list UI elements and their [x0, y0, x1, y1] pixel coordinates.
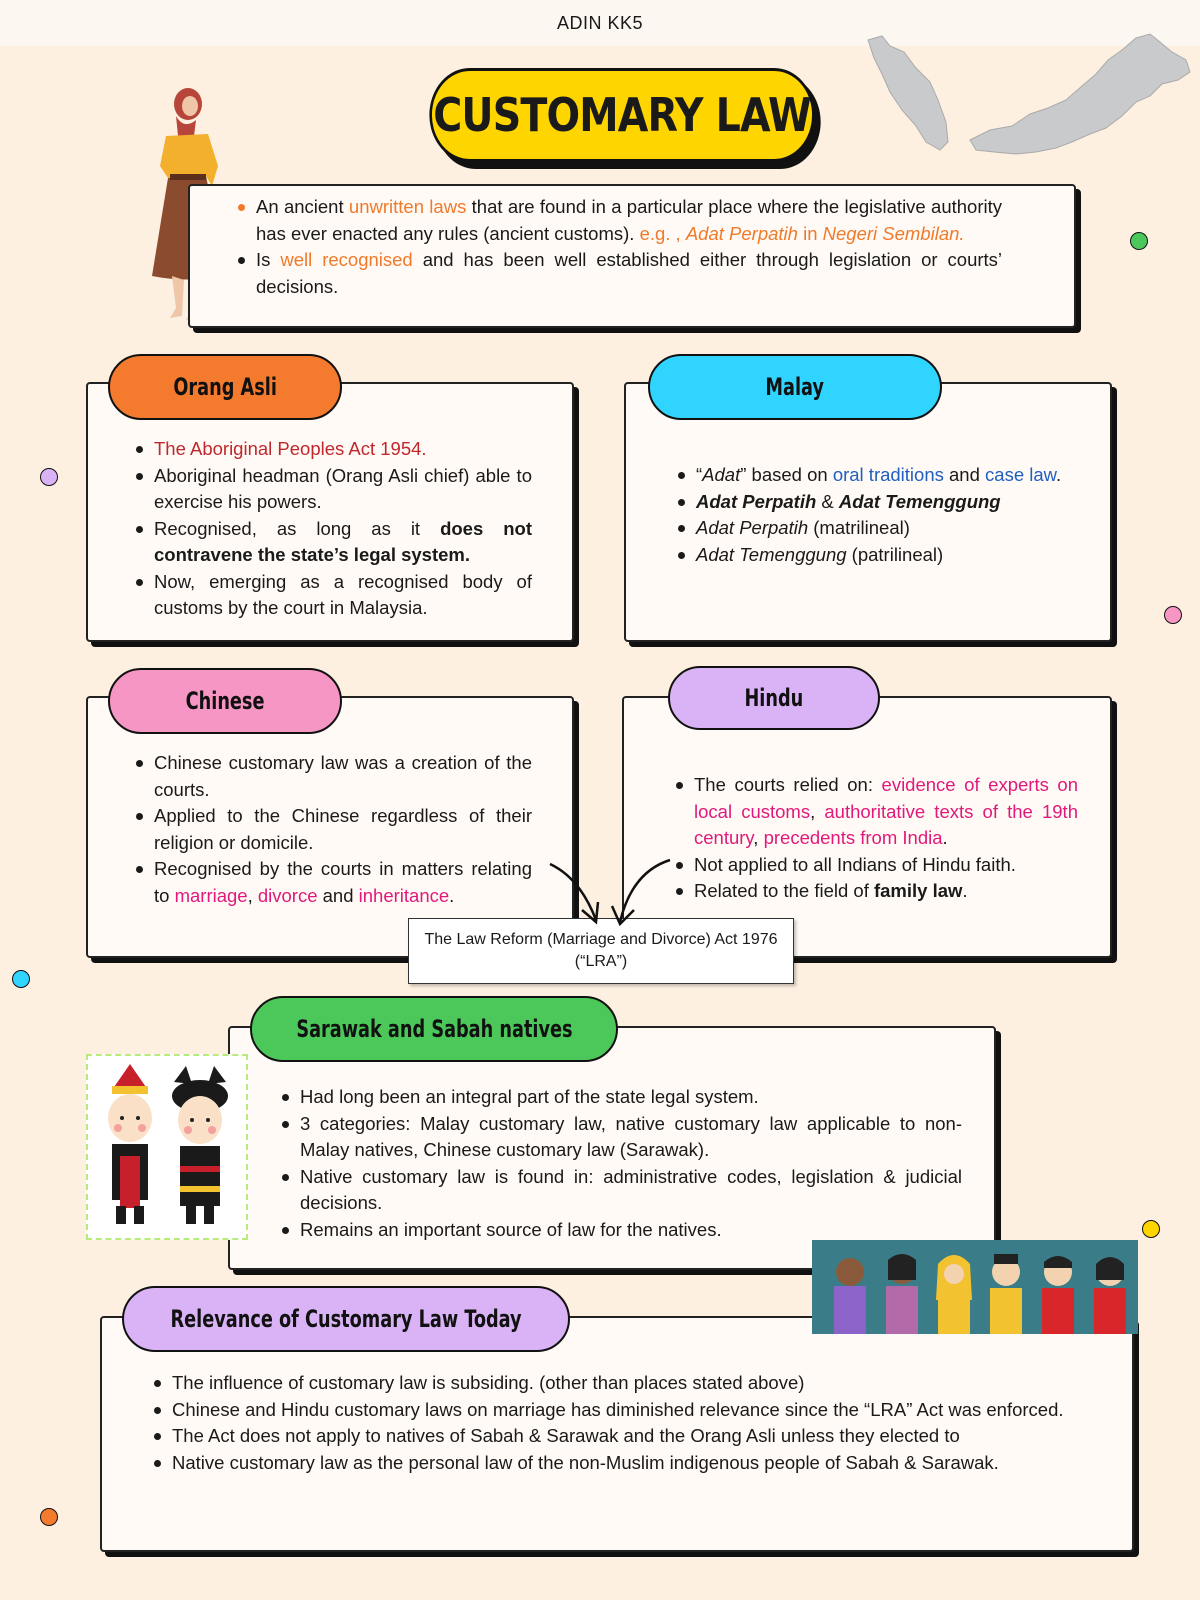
orang-asli-bullet-3: Recognised, as long as it does not contravene the state’s legal system.: [136, 516, 532, 569]
malaysia-map-icon: [860, 30, 1200, 165]
hindu-bullet-3: Related to the field of family law.: [676, 878, 1078, 905]
page-title: CUSTOMARY LAW: [429, 68, 814, 162]
orang-asli-heading: Orang Asli: [108, 354, 342, 420]
malaysian-people-illustration: [812, 1240, 1138, 1334]
relevance-heading: Relevance of Customary Law Today: [122, 1286, 570, 1352]
relevance-bullet-2: Chinese and Hindu customary laws on marriage has diminished relevance since the “LRA” Act was enforced.: [154, 1397, 1104, 1424]
hindu-heading: Hindu: [668, 666, 880, 730]
malay-bullet-3: Adat Perpatih (matrilineal): [678, 515, 1078, 542]
malay-bullet-1: “Adat” based on oral traditions and case law.: [678, 462, 1078, 489]
orang-asli-bullet-4: Now, emerging as a recognised body of customs by the court in Malaysia.: [136, 569, 532, 622]
sarawak-bullet-3: Native customary law is found in: administrative codes, legislation & judicial decisions.: [282, 1164, 962, 1217]
relevance-bullet-3: The Act does not apply to natives of Sabah & Sarawak and the Orang Asli unless they elected to: [154, 1423, 1104, 1450]
malay-card: [624, 382, 1112, 642]
sarawak-sabah-card: [228, 1026, 996, 1270]
author-label: ADIN KK5: [556, 12, 644, 33]
orang-asli-card: [86, 382, 574, 642]
decor-dot-pink: [1164, 606, 1182, 624]
native-couple-icon: [88, 1056, 246, 1238]
people-group-icon: [812, 1240, 1138, 1334]
hindu-bullet-1: The courts relied on: evidence of experts on local customs, authoritative texts of the 19th century, precedents from India.: [676, 772, 1078, 852]
orang-asli-bullet-1: The Aboriginal Peoples Act 1954.: [136, 436, 532, 463]
decor-dot-blue: [12, 970, 30, 988]
malay-bullet-2: Adat Perpatih & Adat Temenggung: [678, 489, 1078, 516]
hindu-bullet-2: Not applied to all Indians of Hindu faith.: [676, 852, 1078, 879]
decor-dot-orange: [40, 1508, 58, 1526]
native-couple-illustration: [86, 1054, 248, 1240]
chinese-heading: Chinese: [108, 668, 342, 734]
chinese-bullet-2: Applied to the Chinese regardless of their religion or domicile.: [136, 803, 532, 856]
intro-bullet-1: An ancient unwritten laws that are found in a particular place where the legislative authority has ever enacted any rules (ancient customs). e.g. , Adat Perpatih in Negeri Sembilan.: [238, 194, 1002, 247]
lra-label: The Law Reform (Marriage and Divorce) Act 1976 (“LRA”): [424, 931, 778, 970]
sarawak-bullet-4: Remains an important source of law for the natives.: [282, 1217, 962, 1244]
chinese-bullet-1: Chinese customary law was a creation of the courts.: [136, 750, 532, 803]
malay-heading: Malay: [648, 354, 942, 420]
sarawak-bullet-2: 3 categories: Malay customary law, native customary law applicable to non-Malay natives, Chinese customary law (Sarawak).: [282, 1111, 962, 1164]
sarawak-sabah-heading: Sarawak and Sabah natives: [250, 996, 618, 1062]
arrow-right-icon: [606, 856, 676, 930]
intro-card: [188, 184, 1076, 328]
orang-asli-bullet-2: Aboriginal headman (Orang Asli chief) able to exercise his powers.: [136, 463, 532, 516]
sarawak-bullet-1: Had long been an integral part of the state legal system.: [282, 1084, 962, 1111]
decor-dot-yellow: [1142, 1220, 1160, 1238]
relevance-bullet-1: The influence of customary law is subsiding. (other than places stated above): [154, 1370, 1104, 1397]
decor-dot-lavender: [40, 468, 58, 486]
malay-bullet-4: Adat Temenggung (patrilineal): [678, 542, 1078, 569]
chinese-bullet-3: Recognised by the courts in matters relating to marriage, divorce and inheritance.: [136, 856, 532, 909]
intro-bullet-2: Is well recognised and has been well established either through legislation or courts’ decisions.: [238, 247, 1002, 300]
relevance-bullet-4: Native customary law as the personal law of the non-Muslim indigenous people of Sabah & Sarawak.: [154, 1450, 1104, 1477]
decor-dot-green: [1130, 232, 1148, 250]
